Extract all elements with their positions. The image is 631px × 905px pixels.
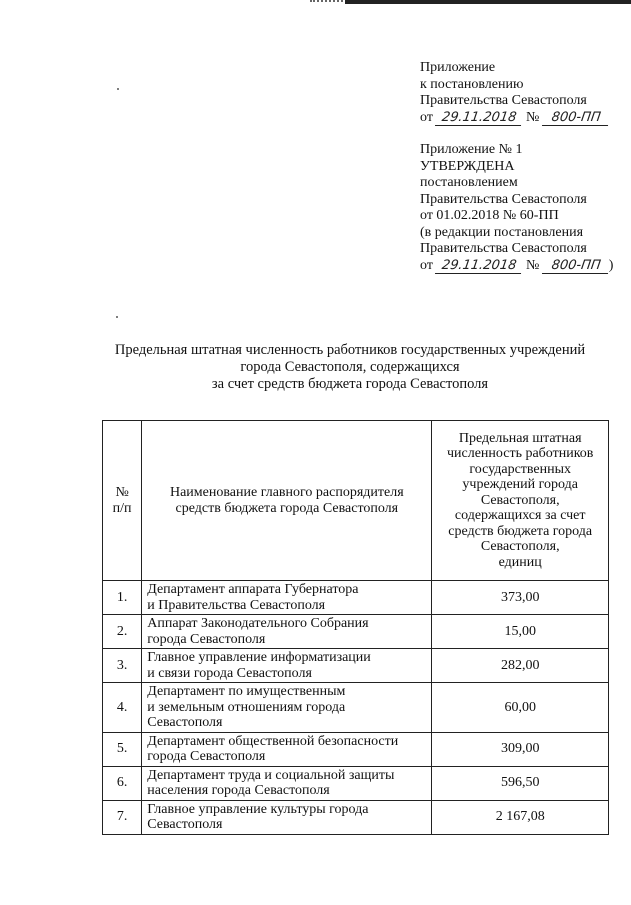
document-title: [80, 342, 620, 393]
handwritten-number: 800-ПП: [542, 111, 610, 126]
row-name-line: Севастополя: [147, 817, 223, 832]
from-label: от: [420, 257, 433, 273]
row-name: [142, 683, 432, 733]
scan-artifact-bar: [345, 0, 631, 4]
row-name-line: Департамент общественной безопасности: [147, 733, 399, 749]
appendix-line: Приложение № 1: [420, 142, 523, 157]
row-name: [142, 732, 432, 766]
table-row: [103, 800, 609, 834]
appendix-line: Приложение: [420, 60, 496, 75]
header-value: [432, 421, 609, 581]
table-header-row: [103, 421, 609, 581]
header-text: Севастополя,: [480, 539, 560, 555]
appendix-line: к постановлению: [420, 76, 524, 92]
row-name-line: и Правительства Севастополя: [147, 597, 326, 613]
from-label: от: [420, 109, 433, 125]
row-name-line: города Севастополя: [147, 631, 266, 647]
title-line: за счет средств бюджета города Севастополя: [211, 376, 489, 392]
row-name: [142, 615, 432, 649]
title-line: города Севастополя, содержащихся: [240, 359, 460, 375]
header-text: Севастополя,: [480, 492, 560, 508]
appendix-date-line: [420, 258, 625, 275]
header-text: содержащихся за счет: [454, 508, 586, 524]
row-name: [142, 649, 432, 683]
row-name-line: Департамент аппарата Губернатора: [147, 582, 359, 597]
row-number: 7.: [103, 800, 142, 834]
header-number: [103, 421, 142, 581]
row-value: 60,00: [432, 683, 609, 733]
header-text: единиц: [498, 554, 542, 570]
handwritten-number: 800-ПП: [542, 259, 610, 274]
row-name-line: Главное управление культуры города: [147, 801, 369, 817]
handwritten-date: 29.11.2018: [435, 259, 523, 274]
appendix-line: постановлением: [420, 175, 518, 190]
row-value: 282,00: [432, 649, 609, 683]
row-number: 3.: [103, 649, 142, 683]
number-sign: №: [525, 257, 540, 273]
scan-speck: [117, 88, 119, 90]
number-sign: №: [525, 109, 540, 125]
appendix-block: [420, 60, 625, 274]
row-value: 373,00: [432, 581, 609, 615]
header-text: учреждений города: [462, 477, 578, 493]
row-value: 596,50: [432, 766, 609, 800]
row-value: 15,00: [432, 615, 609, 649]
table-row: [103, 649, 609, 683]
table-row: [103, 683, 609, 733]
row-number: 2.: [103, 615, 142, 649]
row-name-line: города Севастополя: [147, 749, 266, 764]
appendix-line: (в редакции постановления: [420, 224, 584, 240]
row-name-line: и земельным отношениям города: [147, 699, 346, 715]
row-name-line: Севастополя: [147, 715, 223, 730]
title-line: Предельная штатная численность работников государственных учреждений: [114, 342, 586, 358]
header-name: [142, 421, 432, 581]
appendix-line: Правительства Севастополя: [420, 191, 587, 207]
header-text: средств бюджета города Севастополя: [175, 500, 399, 516]
table-row: [103, 732, 609, 766]
row-name-line: населения города Севастополя: [147, 783, 330, 798]
row-number: 5.: [103, 732, 142, 766]
row-name-line: Департамент по имущественным: [147, 684, 346, 699]
row-name-line: и связи города Севастополя: [147, 665, 312, 681]
handwritten-date: 29.11.2018: [435, 111, 523, 126]
row-value: 309,00: [432, 732, 609, 766]
header-text: средств бюджета города: [448, 523, 593, 539]
header-text: численность работников: [446, 446, 594, 462]
row-number: 1.: [103, 581, 142, 615]
row-name: [142, 581, 432, 615]
approved-label: УТВЕРЖДЕНА: [420, 158, 515, 174]
appendix-line: Правительства Севастополя: [420, 241, 587, 256]
table-row: [103, 581, 609, 615]
row-name: [142, 800, 432, 834]
row-number: 6.: [103, 766, 142, 800]
row-name-line: Департамент труда и социальной защиты: [147, 767, 395, 783]
closing-paren: ): [608, 257, 614, 273]
row-name-line: Аппарат Законодательного Собрания: [147, 616, 369, 631]
header-text: государственных: [469, 461, 572, 477]
appendix-date-line: [420, 110, 625, 127]
header-text: №: [115, 485, 129, 500]
header-text: Наименование главного распорядителя: [169, 485, 404, 500]
row-number: 4.: [103, 683, 142, 733]
table-row: [103, 766, 609, 800]
row-name-line: Главное управление информатизации: [147, 650, 371, 665]
table-row: [103, 615, 609, 649]
staff-limit-table: [102, 420, 609, 835]
appendix-line: от 01.02.2018 № 60-ПП: [420, 208, 559, 223]
scan-speck: [116, 316, 118, 318]
header-text: Предельная штатная: [458, 430, 582, 446]
row-name: [142, 766, 432, 800]
row-value: 2 167,08: [432, 800, 609, 834]
scan-artifact-dots: [310, 0, 350, 5]
header-text: п/п: [112, 500, 132, 516]
appendix-line: Правительства Севастополя: [420, 93, 587, 108]
